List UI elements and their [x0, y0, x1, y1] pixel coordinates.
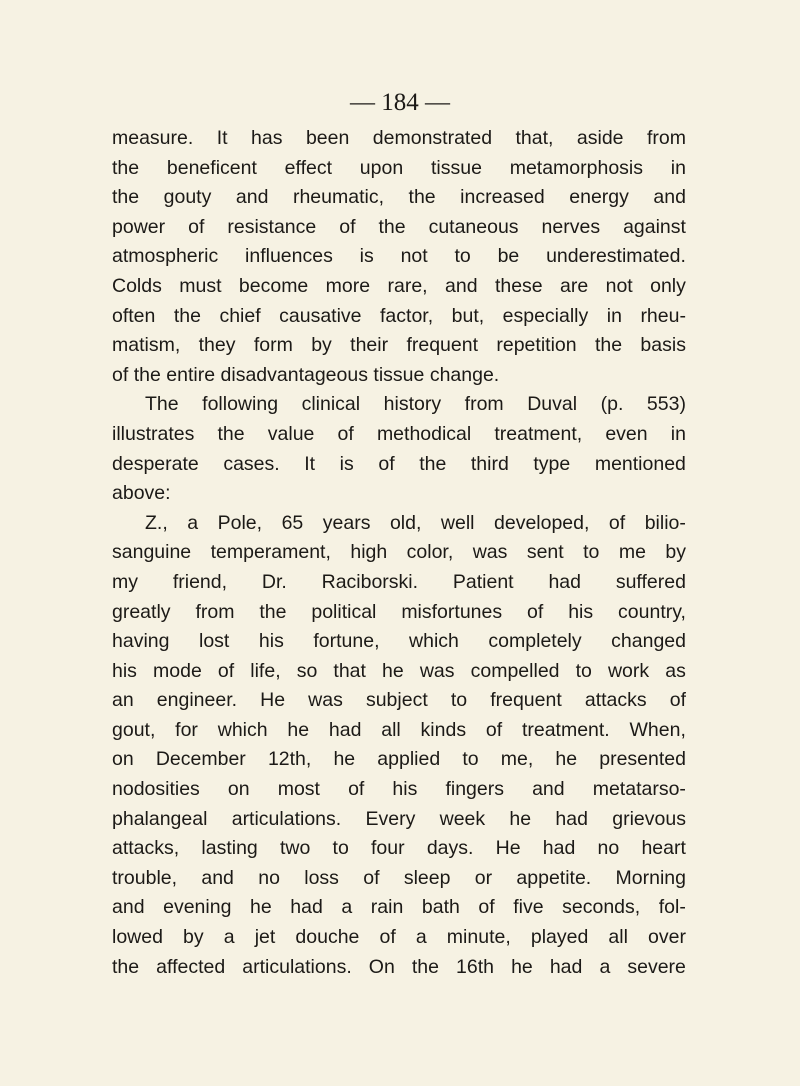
- word: they: [198, 334, 236, 357]
- word: lasting: [201, 837, 258, 860]
- word: from: [646, 127, 686, 149]
- word: an: [112, 689, 134, 712]
- word: sleep: [403, 866, 451, 889]
- word: a: [223, 926, 235, 949]
- word: on: [227, 778, 250, 801]
- word: the: [112, 955, 140, 978]
- word: attacks: [584, 689, 647, 712]
- word: fol-: [658, 896, 686, 919]
- word: atmospheric: [112, 245, 219, 268]
- word: been: [305, 127, 350, 149]
- word: Colds: [112, 274, 162, 297]
- word: desperate: [112, 452, 199, 475]
- text-line: [112, 745, 686, 775]
- word: following: [202, 393, 279, 416]
- word: sent: [526, 541, 564, 564]
- word: a: [415, 926, 427, 949]
- text-line: [112, 598, 686, 628]
- word: the: [259, 600, 287, 623]
- word: 65: [281, 511, 304, 534]
- word: not: [605, 274, 633, 297]
- word: aside: [576, 127, 624, 149]
- text-line: [112, 686, 686, 716]
- word: presented: [599, 748, 686, 771]
- text-line: [112, 124, 686, 154]
- word: metamorphosis: [509, 156, 644, 179]
- word: days.: [426, 837, 474, 860]
- word: cutaneous: [428, 215, 519, 238]
- word: entire: [166, 363, 216, 386]
- word: demonstrated: [372, 127, 493, 149]
- word: of: [337, 422, 354, 445]
- word: fingers: [445, 778, 504, 801]
- word: had: [549, 955, 583, 978]
- word: the: [217, 422, 245, 445]
- text-line: [112, 302, 686, 332]
- word: factor,: [380, 304, 434, 327]
- word: trouble,: [112, 866, 178, 889]
- word: 12th,: [267, 748, 312, 771]
- word: years: [322, 511, 371, 534]
- word: or: [474, 866, 493, 889]
- word: douche: [295, 926, 360, 949]
- word: upon: [359, 156, 404, 179]
- word: change.: [429, 363, 500, 386]
- word: his: [568, 600, 594, 623]
- word: had: [290, 896, 323, 919]
- text-line: [112, 627, 686, 657]
- word: having: [112, 630, 170, 653]
- word: of: [378, 452, 395, 475]
- word: more: [325, 274, 371, 297]
- word: the: [173, 304, 201, 327]
- word: are: [560, 274, 589, 297]
- word: of: [379, 926, 396, 949]
- text-line: [112, 183, 686, 213]
- word: gouty: [163, 186, 212, 209]
- text-line: [112, 242, 686, 272]
- word: by: [183, 926, 204, 949]
- word: and: [445, 274, 478, 297]
- word: all: [608, 926, 628, 949]
- word: illustrates: [112, 422, 195, 445]
- text-line: [112, 805, 686, 835]
- word: which: [409, 630, 459, 653]
- text-line: [112, 509, 686, 539]
- word: heart: [641, 837, 686, 860]
- word: the: [378, 215, 406, 238]
- word: Pole,: [217, 511, 263, 534]
- word: bath: [421, 896, 460, 919]
- word: nodosities: [112, 778, 200, 801]
- word: value: [267, 422, 315, 445]
- text-line: [112, 331, 686, 361]
- word: old,: [389, 511, 422, 534]
- word: well: [440, 511, 475, 534]
- word: no: [597, 837, 620, 860]
- text-line: [112, 953, 686, 983]
- page-number: — 184 —: [350, 89, 450, 116]
- word: of: [348, 778, 365, 801]
- text-line: [112, 568, 686, 598]
- word: rare,: [387, 274, 428, 297]
- text-line: [112, 716, 686, 746]
- word: had: [328, 718, 362, 741]
- word: the: [133, 363, 161, 386]
- text-line: [112, 923, 686, 953]
- word: 16th: [456, 955, 494, 978]
- word: of: [217, 659, 235, 682]
- word: country,: [618, 600, 686, 623]
- word: form: [253, 334, 293, 357]
- word: lost: [199, 630, 230, 653]
- word: mode: [153, 659, 202, 682]
- word: to: [575, 659, 592, 682]
- word: that: [333, 659, 366, 682]
- word: gout,: [112, 718, 156, 741]
- word: influences: [245, 245, 333, 268]
- word: high: [350, 541, 388, 564]
- word: but,: [451, 304, 485, 327]
- word: friend,: [172, 570, 228, 593]
- word: disadvantageous: [220, 363, 368, 386]
- word: When,: [629, 718, 686, 741]
- word: metatarso-: [592, 778, 686, 801]
- word: subject: [365, 689, 428, 712]
- text-line: [112, 213, 686, 243]
- word: nerves: [541, 215, 601, 238]
- word: me: [618, 541, 646, 564]
- word: He: [495, 837, 521, 860]
- word: Dr.: [261, 570, 287, 593]
- word: tissue: [430, 156, 482, 179]
- word: underestimated.: [546, 245, 686, 268]
- word: energy: [569, 186, 629, 209]
- word: clinical: [301, 393, 361, 416]
- text-line: [112, 154, 686, 184]
- word: from: [464, 393, 504, 416]
- word: his: [258, 630, 284, 653]
- word: had: [548, 570, 581, 593]
- word: of: [485, 718, 503, 741]
- word: by: [665, 541, 686, 564]
- word: type: [533, 452, 571, 475]
- word: the: [408, 186, 436, 209]
- word: the: [112, 156, 140, 179]
- word: treatment.: [521, 718, 610, 741]
- word: and: [235, 186, 269, 209]
- word: in: [606, 304, 622, 327]
- word: causative: [279, 304, 362, 327]
- word: third: [470, 452, 509, 475]
- word: frequent: [490, 689, 562, 712]
- word: chief: [219, 304, 261, 327]
- word: affected: [156, 955, 226, 978]
- word: that,: [515, 127, 554, 149]
- word: against: [623, 215, 686, 238]
- word: effect: [284, 156, 333, 179]
- word: matism,: [112, 334, 181, 357]
- text-line: [112, 361, 686, 391]
- word: lowed: [112, 926, 163, 949]
- word: often: [112, 304, 156, 327]
- word: methodical: [376, 422, 472, 445]
- word: The: [145, 393, 179, 416]
- word: he: [555, 748, 578, 771]
- word: be: [497, 245, 520, 268]
- word: of: [478, 896, 495, 919]
- word: these: [494, 274, 543, 297]
- word: become: [238, 274, 309, 297]
- word: increased: [460, 186, 545, 209]
- word: appetite.: [516, 866, 592, 889]
- word: to: [450, 689, 468, 712]
- word: and: [653, 186, 686, 209]
- word: history: [383, 393, 442, 416]
- word: political: [311, 600, 377, 623]
- word: played: [530, 926, 589, 949]
- word: Raciborski.: [321, 570, 419, 593]
- word: life,: [250, 659, 281, 682]
- word: measure.: [112, 127, 194, 149]
- word: bilio-: [644, 511, 686, 534]
- word: minute,: [446, 926, 511, 949]
- word: had: [555, 807, 588, 830]
- word: rheu-: [640, 304, 686, 327]
- word: of: [188, 215, 205, 238]
- word: especially: [502, 304, 589, 327]
- word: from: [195, 600, 235, 623]
- word: resistance: [227, 215, 317, 238]
- word: had: [542, 837, 576, 860]
- word: completely: [488, 630, 582, 653]
- word: temperament,: [210, 541, 331, 564]
- word: the: [419, 452, 447, 475]
- word: most: [277, 778, 320, 801]
- word: It: [304, 452, 316, 475]
- word: (p.: [600, 393, 624, 416]
- word: attacks,: [112, 837, 180, 860]
- word: cases.: [223, 452, 280, 475]
- word: work: [607, 659, 650, 682]
- text-line: [112, 479, 686, 509]
- word: Every: [365, 807, 416, 830]
- word: which: [217, 718, 268, 741]
- word: five: [513, 896, 544, 919]
- word: applied: [377, 748, 441, 771]
- word: he: [511, 955, 533, 978]
- word: articulations.: [231, 807, 342, 830]
- text-line: [112, 390, 686, 420]
- text-line: [112, 775, 686, 805]
- word: and: [201, 866, 234, 889]
- word: he: [509, 807, 532, 830]
- word: over: [648, 926, 686, 949]
- word: seconds,: [562, 896, 641, 919]
- word: in: [670, 422, 686, 445]
- word: in: [670, 156, 686, 179]
- text-line: [112, 420, 686, 450]
- word: above:: [112, 482, 171, 505]
- word: and: [532, 778, 565, 801]
- text-line: [112, 450, 686, 480]
- text-line: [112, 272, 686, 302]
- word: for: [175, 718, 198, 741]
- word: of: [363, 866, 380, 889]
- word: no: [258, 866, 280, 889]
- word: Patient: [452, 570, 514, 593]
- word: fortune,: [313, 630, 380, 653]
- word: the: [112, 186, 140, 209]
- word: me,: [500, 748, 534, 771]
- word: was: [472, 541, 508, 564]
- word: changed: [611, 630, 686, 653]
- word: his: [112, 659, 137, 682]
- word: the: [594, 334, 623, 357]
- word: misfortunes: [401, 600, 503, 623]
- word: and: [112, 896, 145, 919]
- word: color,: [406, 541, 454, 564]
- word: has: [251, 127, 283, 149]
- word: of: [339, 215, 356, 238]
- word: on: [112, 748, 134, 771]
- word: is: [339, 452, 354, 475]
- word: jet: [254, 926, 276, 949]
- word: rain: [370, 896, 404, 919]
- word: articulations.: [242, 955, 352, 978]
- word: is: [359, 245, 374, 268]
- word: power: [112, 215, 166, 238]
- word: mentioned: [594, 452, 686, 475]
- word: four: [371, 837, 405, 860]
- word: to: [454, 245, 471, 268]
- word: tissue: [373, 363, 425, 386]
- word: greatly: [112, 600, 171, 623]
- word: Z.,: [145, 511, 168, 534]
- word: all: [381, 718, 401, 741]
- word: December: [155, 748, 246, 771]
- word: severe: [627, 955, 686, 978]
- word: as: [665, 659, 686, 682]
- word: week: [439, 807, 486, 830]
- text-line: [112, 538, 686, 568]
- word: to: [462, 748, 479, 771]
- text-line: [112, 834, 686, 864]
- word: frequent: [406, 334, 479, 357]
- word: Morning: [615, 866, 686, 889]
- word: engineer.: [156, 689, 238, 712]
- word: was: [308, 689, 343, 712]
- word: even: [605, 422, 648, 445]
- word: developed,: [494, 511, 590, 534]
- word: he: [287, 718, 310, 741]
- word: beneficent: [166, 156, 257, 179]
- word: so: [296, 659, 318, 682]
- word: he: [382, 659, 404, 682]
- word: by: [311, 334, 332, 357]
- word: of: [669, 689, 686, 712]
- body-text: [112, 124, 686, 982]
- word: suffered: [615, 570, 686, 593]
- word: not: [400, 245, 428, 268]
- word: a: [599, 955, 611, 978]
- word: to: [583, 541, 600, 564]
- word: He: [260, 689, 286, 712]
- word: compelled: [470, 659, 560, 682]
- word: repetition: [496, 334, 577, 357]
- text-line: [112, 864, 686, 894]
- word: of: [527, 600, 544, 623]
- word: only: [650, 274, 686, 297]
- word: a: [341, 896, 353, 919]
- word: must: [179, 274, 222, 297]
- word: a: [187, 511, 199, 534]
- word: my: [112, 570, 138, 593]
- word: loss: [304, 866, 339, 889]
- text-line: [112, 893, 686, 923]
- word: On: [368, 955, 395, 978]
- word: Duval: [527, 393, 578, 416]
- word: two: [279, 837, 311, 860]
- word: sanguine: [112, 541, 192, 564]
- word: their: [350, 334, 389, 357]
- word: rheumatic,: [292, 186, 384, 209]
- word: It: [216, 127, 228, 149]
- word: to: [332, 837, 349, 860]
- word: phalangeal: [112, 807, 208, 830]
- word: the: [411, 955, 439, 978]
- text-line: [112, 657, 686, 687]
- word: 553): [646, 393, 686, 416]
- word: his: [392, 778, 418, 801]
- word: he: [249, 896, 272, 919]
- word: of: [608, 511, 626, 534]
- word: basis: [640, 334, 686, 357]
- word: evening: [163, 896, 232, 919]
- word: kinds: [420, 718, 467, 741]
- word: treatment,: [494, 422, 583, 445]
- word: of: [112, 363, 129, 386]
- word: was: [419, 659, 455, 682]
- word: he: [333, 748, 356, 771]
- word: grievous: [612, 807, 686, 830]
